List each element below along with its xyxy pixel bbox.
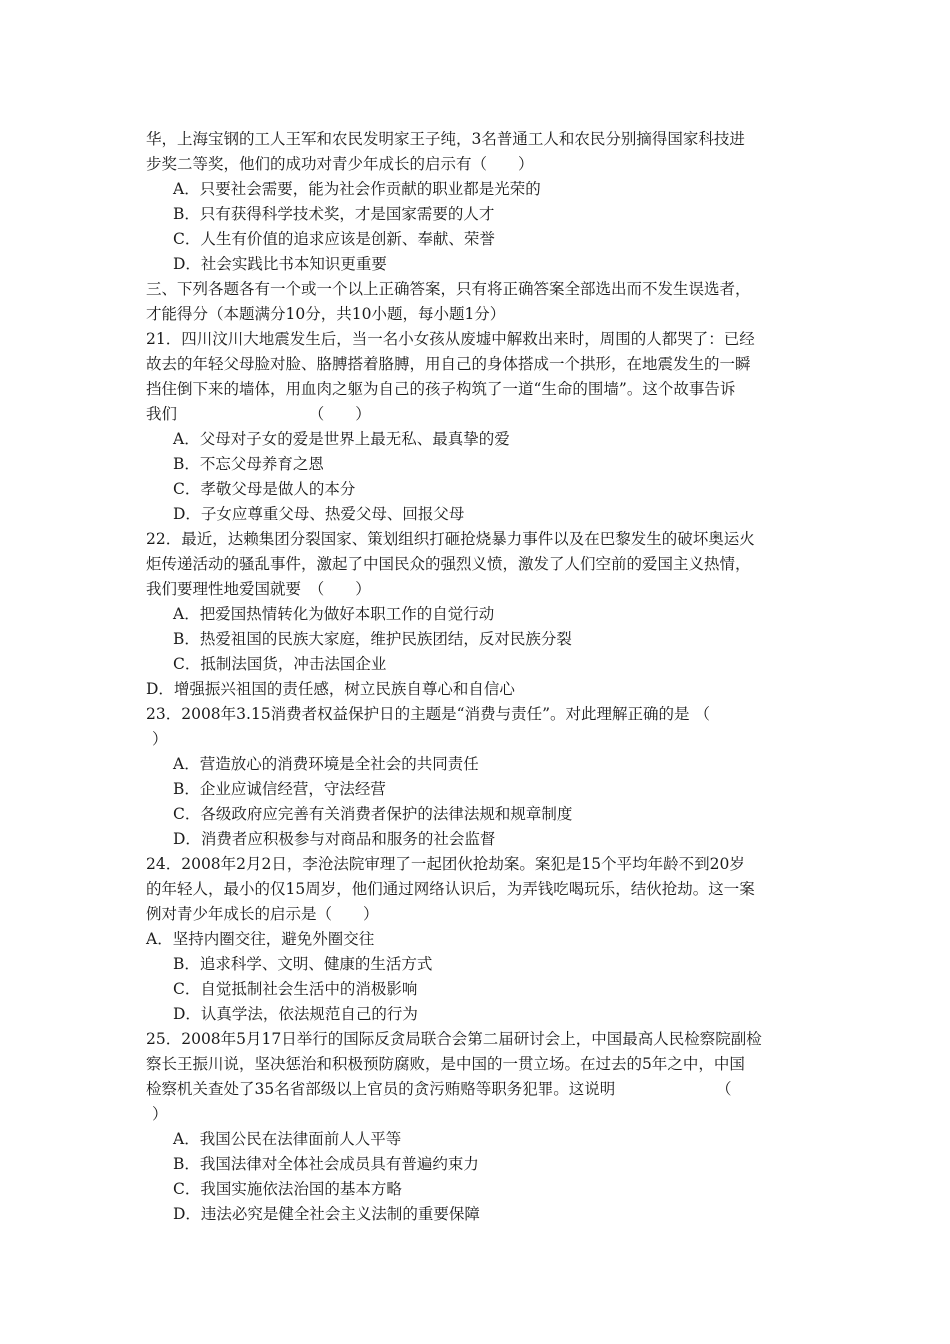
option-b: B．热爱祖国的民族大家庭，维护民族团结，反对民族分裂 (173, 630, 572, 648)
option-d: D．消费者应积极参与对商品和服务的社会监督 (173, 830, 496, 848)
question-24-stem: 例对青少年成长的启示是（ ） (146, 905, 379, 923)
option-c: C．我国实施依法治国的基本方略 (173, 1180, 402, 1198)
option-b: B．我国法律对全体社会成员具有普遍约束力 (173, 1155, 479, 1173)
option-c: C．各级政府应完善有关消费者保护的法律法规和规章制度 (173, 805, 573, 823)
question-21-stem: 故去的年轻父母脸对脸、胳膊搭着胳膊，用自己的身体搭成一个拱形，在地震发生的一瞬 (146, 355, 751, 373)
question-21-stem: 我们 （ ） (146, 405, 371, 423)
question-21-stem: 挡住倒下来的墙体，用血肉之躯为自己的孩子构筑了一道“生命的围墙”。这个故事告诉 (146, 380, 736, 398)
option-c: C．自觉抵制社会生活中的消极影响 (173, 980, 418, 998)
option-c: C．抵制法国货，冲击法国企业 (173, 655, 387, 673)
section-heading: 才能得分（本题满分10分，共10小题，每小题1分） (146, 305, 506, 323)
question-23-stem: ） (152, 730, 168, 748)
question-22-stem: 我们要理性地爱国就要 （ ） (146, 580, 371, 598)
option-a: A．坚持内圈交往，避免外圈交往 (146, 930, 375, 948)
option-b: B．不忘父母养育之恩 (173, 455, 324, 473)
option-c: C．孝敬父母是做人的本分 (173, 480, 356, 498)
option-a: A．我国公民在法律面前人人平等 (173, 1130, 402, 1148)
option-a: A．父母对子女的爱是世界上最无私、最真挚的爱 (173, 430, 510, 448)
question-25-stem: 25．2008年5月17日举行的国际反贪局联合会第二届研讨会上，中国最高人民检察院副检 (146, 1030, 762, 1048)
intro-line: 步奖二等奖，他们的成功对青少年成长的启示有（ ） (146, 155, 534, 173)
question-25-stem: ） (152, 1105, 168, 1123)
option-b: B．企业应诚信经营，守法经营 (173, 780, 386, 798)
option-a: A．只要社会需要，能为社会作贡献的职业都是光荣的 (173, 180, 541, 198)
option-c: C．人生有价值的追求应该是创新、奉献、荣誉 (173, 230, 495, 248)
option-d: D．子女应尊重父母、热爱父母、回报父母 (173, 505, 465, 523)
option-b: B．追求科学、文明、健康的生活方式 (173, 955, 433, 973)
question-22-stem: 22．最近，达赖集团分裂国家、策划组织打砸抢烧暴力事件以及在巴黎发生的破坏奥运火 (146, 530, 755, 548)
intro-line: 华，上海宝钢的工人王军和农民发明家王子纯，3名普通工人和农民分别摘得国家科技进 (146, 130, 745, 148)
option-d: D．违法必究是健全社会主义法制的重要保障 (173, 1205, 480, 1223)
option-b: B．只有获得科学技术奖，才是国家需要的人才 (173, 205, 495, 223)
option-a: A．营造放心的消费环境是全社会的共同责任 (173, 755, 479, 773)
question-23-stem: 23．2008年3.15消费者权益保护日的主题是“消费与责任”。对此理解正确的是 （ (146, 705, 710, 723)
question-24-stem: 的年轻人，最小的仅15周岁，他们通过网络认识后，为弄钱吃喝玩乐，结伙抢劫。这一案 (146, 880, 755, 898)
question-25-stem: 检察机关查处了35名省部级以上官员的贪污贿赂等职务犯罪。这说明 （ (146, 1080, 732, 1098)
section-heading: 三、下列各题各有一个或一个以上正确答案，只有将正确答案全部选出而不发生误选者， (146, 280, 751, 298)
question-21-stem: 21．四川汶川大地震发生后，当一名小女孩从废墟中解救出来时，周围的人都哭了：已经 (146, 330, 755, 348)
option-a: A．把爱国热情转化为做好本职工作的自觉行动 (173, 605, 495, 623)
question-24-stem: 24．2008年2月2日，李沧法院审理了一起团伙抢劫案。案犯是15个平均年龄不到20岁 (146, 855, 745, 873)
option-d: D．社会实践比书本知识更重要 (173, 255, 387, 273)
option-d: D．增强振兴祖国的责任感，树立民族自尊心和自信心 (146, 680, 515, 698)
question-22-stem: 炬传递活动的骚乱事件，激起了中国民众的强烈义愤，激发了人们空前的爱国主义热情， (146, 555, 751, 573)
question-25-stem: 察长王振川说，坚决惩治和积极预防腐败，是中国的一贯立场。在过去的5年之中，中国 (146, 1055, 745, 1073)
option-d: D．认真学法，依法规范自己的行为 (173, 1005, 418, 1023)
